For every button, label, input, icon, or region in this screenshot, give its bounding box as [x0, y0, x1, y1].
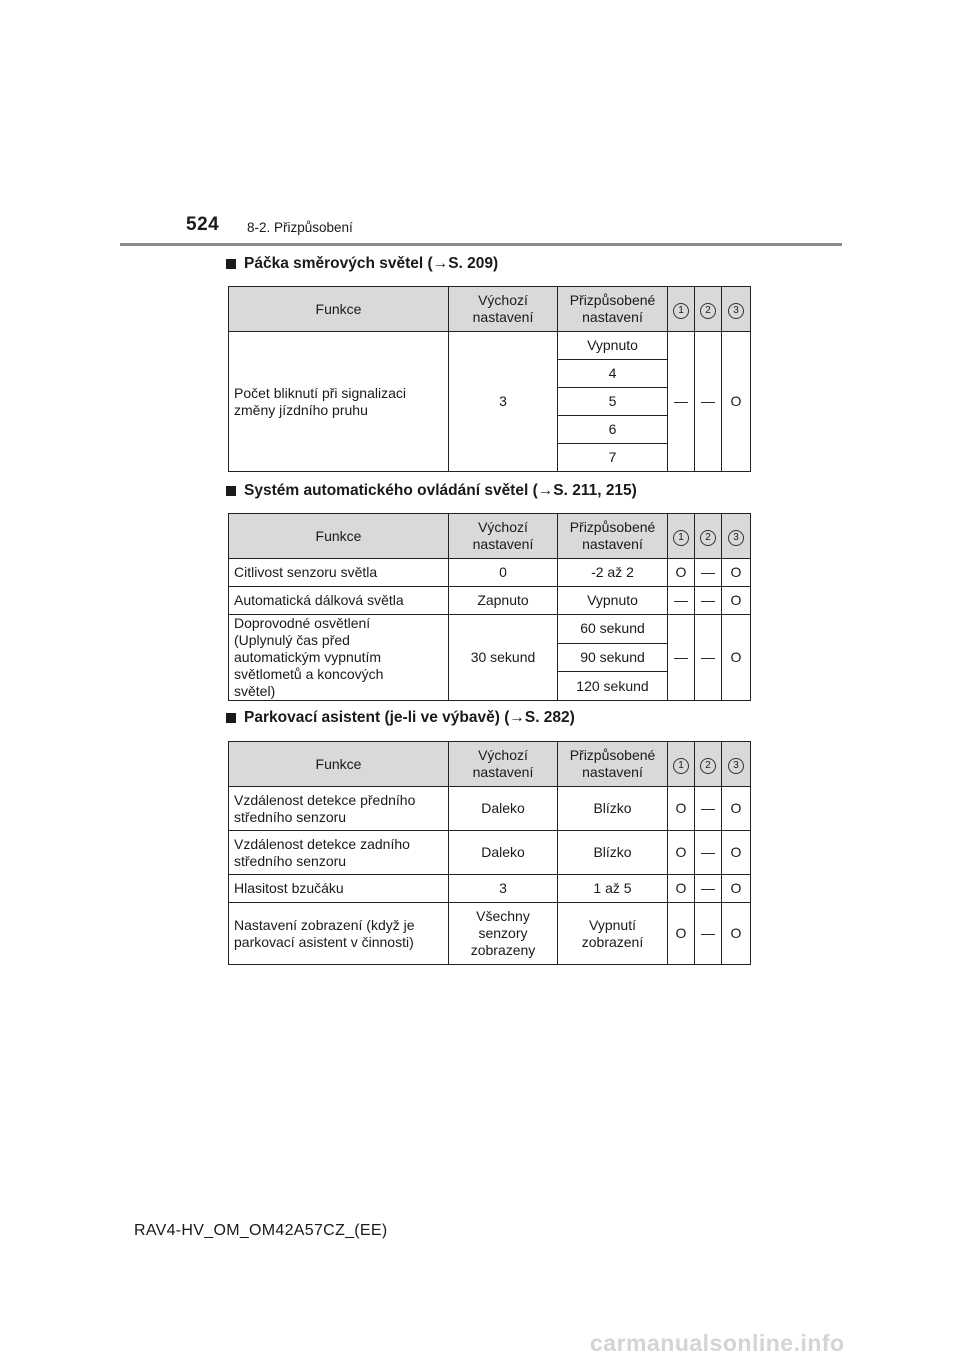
mode-1-cell: O: [668, 559, 695, 587]
function-text: Hlasitost bzučáku: [234, 880, 344, 896]
column-header-default: Výchozí nastavení: [449, 514, 558, 559]
table-row: [229, 875, 751, 903]
custom-value-cell: 4: [558, 360, 668, 388]
function-cell: [229, 875, 449, 903]
square-bullet-icon: [226, 486, 236, 496]
custom-value-cell: 120 sekund: [558, 672, 668, 701]
circled-number-3-icon: 3: [728, 530, 744, 546]
default-value-cell: Daleko: [449, 787, 558, 831]
section-title: [226, 709, 575, 727]
custom-value-cell: Vypnutí zobrazení: [558, 903, 668, 965]
function-text: Počet bliknutí při signalizaci změny jízdního pruhu: [234, 384, 406, 418]
table-row: [229, 831, 751, 875]
column-header-custom: Přizpůsobené nastavení: [558, 287, 668, 332]
mode-1-cell: —: [668, 332, 695, 472]
mode-2-cell: —: [695, 615, 722, 701]
function-cell: [229, 831, 449, 875]
mode-3-cell: O: [722, 332, 751, 472]
function-text: Nastavení zobrazení (když je parkovací asistent v činnosti): [234, 916, 415, 950]
square-bullet-icon: [226, 713, 236, 723]
mode-2-cell: —: [695, 587, 722, 615]
custom-value-cell: 1 až 5: [558, 875, 668, 903]
column-header-mode-3: [722, 514, 751, 559]
custom-value-cell: 5: [558, 388, 668, 416]
function-cell: [229, 615, 449, 701]
mode-1-cell: O: [668, 787, 695, 831]
table-header-row: [229, 742, 751, 787]
function-cell: [229, 332, 449, 472]
circled-number-1-icon: 1: [673, 530, 689, 546]
mode-1-cell: —: [668, 587, 695, 615]
section-title: [226, 482, 637, 500]
column-header-mode-2: [695, 287, 722, 332]
table-row: [229, 587, 751, 615]
function-text: Doprovodné osvětlení (Uplynulý čas před automatickým vypnutím světlometů a koncových světel): [234, 615, 384, 699]
circled-number-1-icon: 1: [673, 758, 689, 774]
function-text: Automatická dálková světla: [234, 592, 404, 608]
custom-value-cell: -2 až 2: [558, 559, 668, 587]
circled-number-2-icon: 2: [700, 530, 716, 546]
mode-1-cell: —: [668, 615, 695, 701]
mode-2-cell: —: [695, 787, 722, 831]
default-value-cell: 0: [449, 559, 558, 587]
mode-3-cell: O: [722, 615, 751, 701]
column-header-function: Funkce: [229, 742, 449, 787]
circled-number-1-icon: 1: [673, 303, 689, 319]
mode-3-cell: O: [722, 875, 751, 903]
mode-3-cell: O: [722, 559, 751, 587]
column-header-mode-1: [668, 287, 695, 332]
custom-value-cell: 7: [558, 444, 668, 472]
column-header-mode-2: [695, 514, 722, 559]
mode-2-cell: —: [695, 559, 722, 587]
circled-number-2-icon: 2: [700, 303, 716, 319]
default-value-cell: Daleko: [449, 831, 558, 875]
column-header-default: Výchozí nastavení: [449, 742, 558, 787]
default-value-cell: 3: [449, 875, 558, 903]
column-header-mode-3: [722, 287, 751, 332]
column-header-function: Funkce: [229, 514, 449, 559]
square-bullet-icon: [226, 259, 236, 269]
function-text: Vzdálenost detekce zadního středního senzoru: [234, 835, 410, 869]
table-row: [229, 559, 751, 587]
function-cell: [229, 903, 449, 965]
function-text: Citlivost senzoru světla: [234, 564, 378, 580]
section-title-text: Páčka směrových světel (→S. 209): [244, 255, 499, 272]
chapter-title: 8-2. Přizpůsobení: [247, 220, 353, 235]
function-cell: [229, 787, 449, 831]
table-row: [229, 332, 751, 360]
column-header-custom: Přizpůsobené nastavení: [558, 742, 668, 787]
mode-3-cell: O: [722, 903, 751, 965]
function-cell: [229, 587, 449, 615]
custom-value-cell: Blízko: [558, 831, 668, 875]
table-row: [229, 615, 751, 644]
custom-value-cell: 90 sekund: [558, 643, 668, 672]
column-header-mode-1: [668, 742, 695, 787]
settings-table: [228, 741, 751, 965]
custom-value-cell: 6: [558, 416, 668, 444]
mode-2-cell: —: [695, 332, 722, 472]
mode-1-cell: O: [668, 903, 695, 965]
mode-2-cell: —: [695, 831, 722, 875]
custom-value-cell: Vypnuto: [558, 587, 668, 615]
settings-table: [228, 286, 751, 472]
mode-1-cell: O: [668, 875, 695, 903]
watermark: carmanualsonline.info: [590, 1330, 845, 1356]
circled-number-3-icon: 3: [728, 303, 744, 319]
table-header-row: [229, 514, 751, 559]
function-text: Vzdálenost detekce předního středního senzoru: [234, 791, 416, 825]
column-header-default: Výchozí nastavení: [449, 287, 558, 332]
function-cell: [229, 559, 449, 587]
section-title-text: Parkovací asistent (je-li ve výbavě) (→S. 282): [244, 709, 575, 726]
section-title: [226, 255, 498, 273]
mode-3-cell: O: [722, 587, 751, 615]
mode-2-cell: —: [695, 903, 722, 965]
custom-value-cell: Vypnuto: [558, 332, 668, 360]
column-header-custom: Přizpůsobené nastavení: [558, 514, 668, 559]
table-header-row: [229, 287, 751, 332]
mode-3-cell: O: [722, 787, 751, 831]
circled-number-2-icon: 2: [700, 758, 716, 774]
header-divider: [120, 243, 842, 246]
mode-3-cell: O: [722, 831, 751, 875]
column-header-function: Funkce: [229, 287, 449, 332]
page-number: 524: [186, 214, 220, 235]
column-header-mode-1: [668, 514, 695, 559]
mode-1-cell: O: [668, 831, 695, 875]
table-row: [229, 787, 751, 831]
circled-number-3-icon: 3: [728, 758, 744, 774]
default-value-cell: 3: [449, 332, 558, 472]
section-title-text: Systém automatického ovládání světel (→S. 211, 215): [244, 482, 637, 499]
default-value-cell: 30 sekund: [449, 615, 558, 701]
column-header-mode-3: [722, 742, 751, 787]
table-row: [229, 903, 751, 965]
mode-2-cell: —: [695, 875, 722, 903]
column-header-mode-2: [695, 742, 722, 787]
default-value-cell: Všechny senzory zobrazeny: [449, 903, 558, 965]
default-value-cell: Zapnuto: [449, 587, 558, 615]
custom-value-cell: Blízko: [558, 787, 668, 831]
custom-value-cell: 60 sekund: [558, 615, 668, 644]
settings-table: [228, 513, 751, 701]
document-code: RAV4-HV_OM_OM42A57CZ_(EE): [134, 1222, 388, 1239]
